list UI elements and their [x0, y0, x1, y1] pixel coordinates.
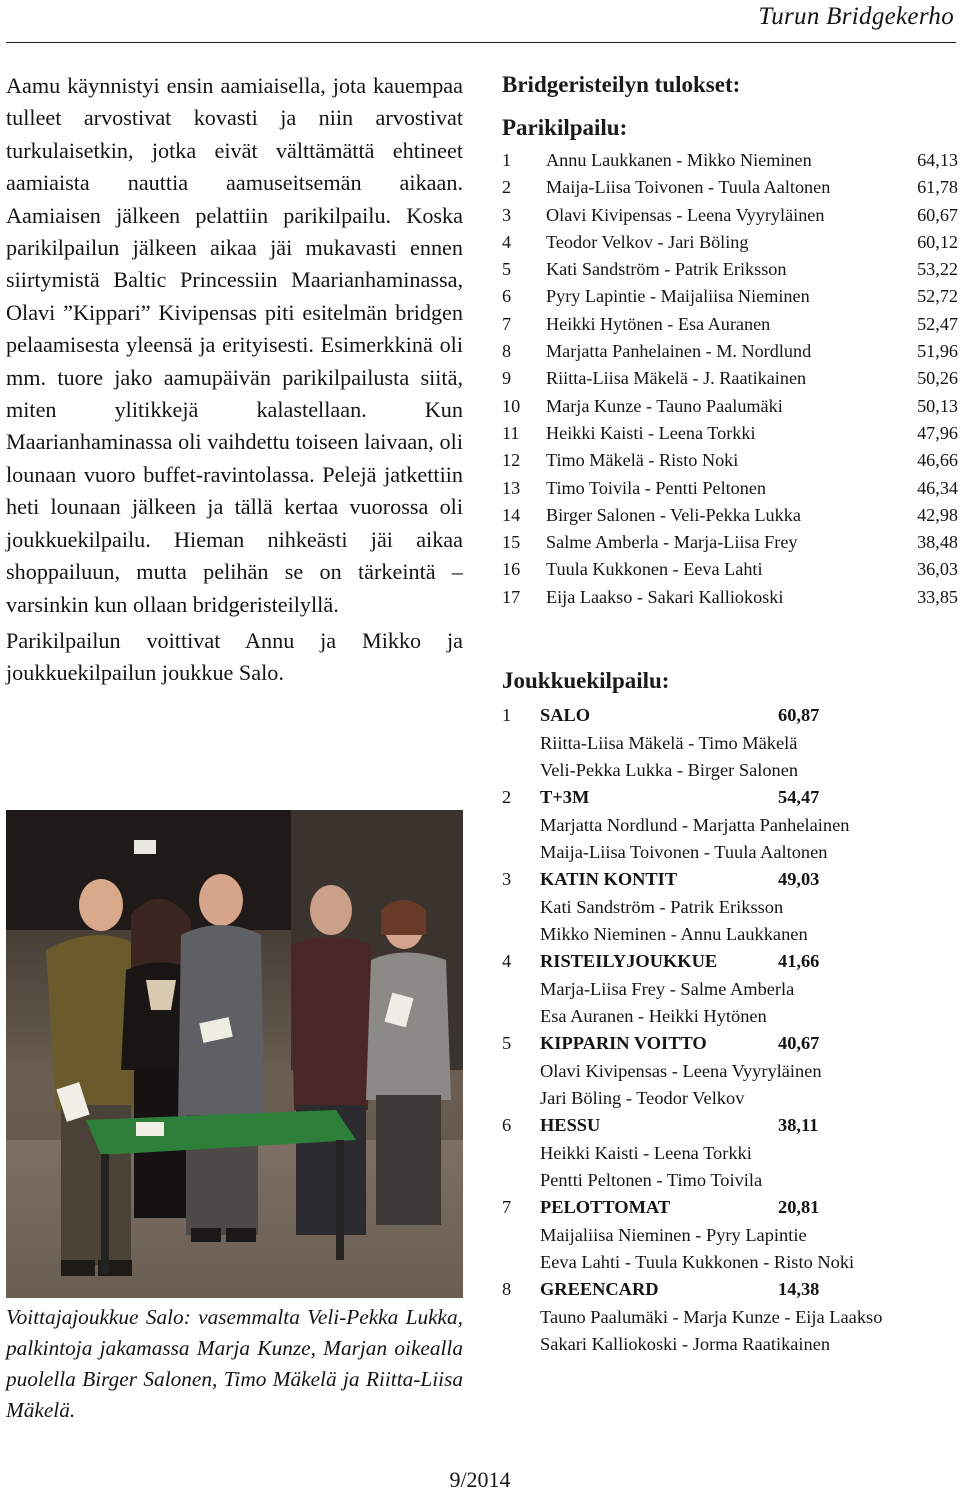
pair-score: 52,47 — [917, 313, 958, 334]
pair-rank: 15 — [502, 532, 521, 553]
pair-rank: 6 — [502, 286, 512, 307]
team-members-line: Veli-Pekka Lukka - Birger Salonen — [540, 760, 799, 780]
article-paragraph: Aamu käynnistyi ensin aamiaisella, jota kauempaa tulleet arvostivat kovasti ja niin arvostivat turkulaisetkin, jotka eivät välttämättä ehtineet aamiaista nauttia aamuseitsemän aikaan. Aamiaisen jälkeen pelattiin parikilpailu. Koska parikilpailun jälkeen aikaa jäi mukavasti ennen siirtymistä Baltic Princessiin Maarianhaminassa, Olavi ”Kippari” Kivipensas piti esitelmän bridgen pelaamisesta yleensä ja erityisesti. Esimerkkinä oli mm. tuore jako aamupäivän parikilpailusta siitä, miten ylitikkejä kalastellaan. Kun Maarianhaminassa oli vaihdettu toiseen laivaan, oli lounaan vuoro buffet-ravintolassa. Pelejä jatkettiin heti lounaan jälkeen ja tällä kertaa vuorossa oli joukkuekilpailu. Hieman nihkeästi jäi aikaa shoppailuun, mutta pelihän se on tärkeintä – varsinkin kun ollaan bridgeristeilyllä. — [6, 73, 463, 617]
pair-score: 47,96 — [917, 422, 958, 443]
team-name: SALO — [540, 705, 591, 725]
pair-result-row — [502, 420, 958, 447]
team-score: 60,87 — [778, 705, 820, 725]
pair-result-row — [502, 502, 958, 529]
team-score: 38,11 — [778, 1115, 819, 1135]
pair-score: 46,34 — [917, 477, 958, 498]
team-score: 41,66 — [778, 951, 820, 971]
team-result — [502, 948, 958, 1030]
pair-score: 50,13 — [917, 395, 958, 416]
pair-score: 46,66 — [917, 450, 958, 471]
pair-results-list — [502, 147, 958, 611]
pair-score: 33,85 — [917, 586, 958, 607]
pair-result-row — [502, 147, 958, 174]
team-result — [502, 702, 958, 784]
pair-names: Eija Laakso - Sakari Kalliokoski — [546, 586, 784, 607]
team-result — [502, 1276, 958, 1358]
pair-score: 52,72 — [917, 286, 958, 307]
publication-title: Turun Bridgekerho — [758, 3, 954, 30]
team-members-line: Maijaliisa Nieminen - Pyry Lapintie — [540, 1224, 807, 1245]
team-result — [502, 1194, 958, 1276]
team-name: HESSU — [540, 1115, 601, 1135]
team-photo-image — [6, 810, 463, 1298]
pair-result-row — [502, 174, 958, 201]
pair-rank: 4 — [502, 231, 512, 252]
pair-rank: 8 — [502, 341, 512, 362]
team-result — [502, 1030, 958, 1112]
team-members-line: Jari Böling - Teodor Velkov — [540, 1088, 745, 1108]
pair-names: Birger Salonen - Veli-Pekka Lukka — [546, 504, 801, 525]
photo-caption: Voittajajoukkue Salo: vasemmalta Veli-Pekka Lukka, palkintoja jakamassa Marja Kunze, Marjan oikealla puolella Birger Salonen, Timo Mäkelä ja Riitta-Liisa Mäkelä. — [6, 1305, 463, 1422]
pair-names: Heikki Kaisti - Leena Torkki — [546, 422, 756, 443]
team-rank: 8 — [502, 1279, 512, 1299]
team-members-line: Kati Sandström - Patrik Eriksson — [540, 896, 784, 917]
pair-names: Timo Mäkelä - Risto Noki — [546, 450, 739, 471]
pair-names: Teodor Velkov - Jari Böling — [546, 231, 749, 252]
page-header — [6, 0, 956, 43]
team-result — [502, 1112, 958, 1194]
pair-score: 42,98 — [917, 504, 958, 525]
pair-names: Maija-Liisa Toivonen - Tuula Aaltonen — [546, 177, 831, 198]
results-title: Bridgeristeilyn tulokset: — [502, 72, 741, 97]
pair-rank: 12 — [502, 450, 521, 471]
page-number: 9/2014 — [449, 1467, 511, 1492]
pair-rank: 10 — [502, 395, 521, 416]
team-score: 54,47 — [778, 787, 820, 807]
pair-rank: 5 — [502, 259, 512, 280]
team-rank: 2 — [502, 787, 512, 807]
team-name: KIPPARIN VOITTO — [540, 1033, 707, 1053]
team-result — [502, 866, 958, 948]
pair-result-row — [502, 529, 958, 556]
pair-score: 51,96 — [917, 341, 958, 362]
team-members-line: Mikko Nieminen - Annu Laukkanen — [540, 924, 808, 944]
team-members-line: Marjatta Nordlund - Marjatta Panhelainen — [540, 814, 850, 835]
pair-score: 61,78 — [917, 177, 958, 198]
pair-result-row — [502, 311, 958, 338]
pair-names: Marja Kunze - Tauno Paalumäki — [546, 395, 783, 416]
team-photo — [6, 810, 463, 1298]
results-section — [502, 72, 958, 1354]
pair-result-row — [502, 393, 958, 420]
pair-names: Marjatta Panhelainen - M. Nordlund — [546, 341, 812, 362]
pair-result-row — [502, 584, 958, 611]
pair-score: 60,12 — [917, 231, 958, 252]
pair-rank: 14 — [502, 504, 521, 525]
pair-names: Olavi Kivipensas - Leena Vyyryläinen — [546, 204, 825, 225]
team-score: 49,03 — [778, 869, 820, 889]
team-rank: 6 — [502, 1115, 512, 1135]
team-members-line: Tauno Paalumäki - Marja Kunze - Eija Laakso — [540, 1306, 883, 1327]
team-name: GREENCARD — [540, 1279, 659, 1299]
pair-names: Timo Toivila - Pentti Peltonen — [546, 477, 767, 498]
pair-names: Riitta-Liisa Mäkelä - J. Raatikainen — [546, 368, 807, 389]
pair-result-row — [502, 256, 958, 283]
pair-rank: 11 — [502, 422, 520, 443]
team-rank: 1 — [502, 705, 512, 725]
team-rank: 3 — [502, 869, 512, 889]
team-name: RISTEILYJOUKKUE — [540, 951, 718, 971]
team-name: PELOTTOMAT — [540, 1197, 671, 1217]
team-members-line: Sakari Kalliokoski - Jorma Raatikainen — [540, 1334, 831, 1354]
pair-score: 53,22 — [917, 259, 958, 280]
team-competition-title: Joukkuekilpailu: — [502, 668, 670, 693]
pair-names: Pyry Lapintie - Maijaliisa Nieminen — [546, 286, 810, 307]
pair-rank: 7 — [502, 313, 512, 334]
team-members-line: Marja-Liisa Frey - Salme Amberla — [540, 978, 795, 999]
team-score: 40,67 — [778, 1033, 820, 1053]
team-members-line: Maija-Liisa Toivonen - Tuula Aaltonen — [540, 842, 828, 862]
team-rank: 7 — [502, 1197, 512, 1217]
pair-rank: 3 — [502, 204, 512, 225]
team-result — [502, 784, 958, 866]
team-members-line: Pentti Peltonen - Timo Toivila — [540, 1170, 763, 1190]
pair-competition-title: Parikilpailu: — [502, 115, 628, 140]
team-rank: 4 — [502, 951, 512, 971]
team-results-list — [502, 702, 958, 1358]
pair-names: Salme Amberla - Marja-Liisa Frey — [546, 532, 798, 553]
team-members-line: Heikki Kaisti - Leena Torkki — [540, 1142, 752, 1163]
pair-result-row — [502, 556, 958, 583]
team-score: 14,38 — [778, 1279, 820, 1299]
team-members-line: Eeva Lahti - Tuula Kukkonen - Risto Noki — [540, 1252, 855, 1272]
pair-rank: 17 — [502, 586, 521, 607]
team-score: 20,81 — [778, 1197, 820, 1217]
pair-result-row — [502, 447, 958, 474]
article-paragraph: Parikilpailun voittivat Annu ja Mikko ja joukkuekilpailun joukkue Salo. — [6, 627, 463, 686]
pair-names: Tuula Kukkonen - Eeva Lahti — [546, 559, 763, 580]
pair-result-row — [502, 283, 958, 310]
pair-result-row — [502, 365, 958, 392]
pair-result-row — [502, 202, 958, 229]
team-name: KATIN KONTIT — [540, 869, 678, 889]
pair-score: 36,03 — [917, 559, 958, 580]
pair-result-row — [502, 475, 958, 502]
pair-names: Kati Sandström - Patrik Eriksson — [546, 259, 787, 280]
article-body — [6, 70, 463, 690]
pair-score: 64,13 — [917, 150, 958, 170]
pair-names: Heikki Hytönen - Esa Auranen — [546, 313, 771, 334]
pair-score: 38,48 — [917, 532, 958, 553]
pair-result-row — [502, 229, 958, 256]
pair-result-row — [502, 338, 958, 365]
team-members-line: Esa Auranen - Heikki Hytönen — [540, 1006, 767, 1026]
team-name: T+3M — [540, 787, 590, 807]
pair-rank: 16 — [502, 559, 521, 580]
team-members-line: Olavi Kivipensas - Leena Vyyryläinen — [540, 1060, 822, 1081]
pair-score: 50,26 — [917, 368, 958, 389]
pair-rank: 2 — [502, 177, 512, 198]
pair-rank: 9 — [502, 368, 512, 389]
team-members-line: Riitta-Liisa Mäkelä - Timo Mäkelä — [540, 732, 798, 753]
pair-rank: 13 — [502, 477, 521, 498]
pair-rank: 1 — [502, 150, 512, 170]
pair-names: Annu Laukkanen - Mikko Nieminen — [546, 150, 812, 170]
team-rank: 5 — [502, 1033, 512, 1053]
pair-score: 60,67 — [917, 204, 958, 225]
